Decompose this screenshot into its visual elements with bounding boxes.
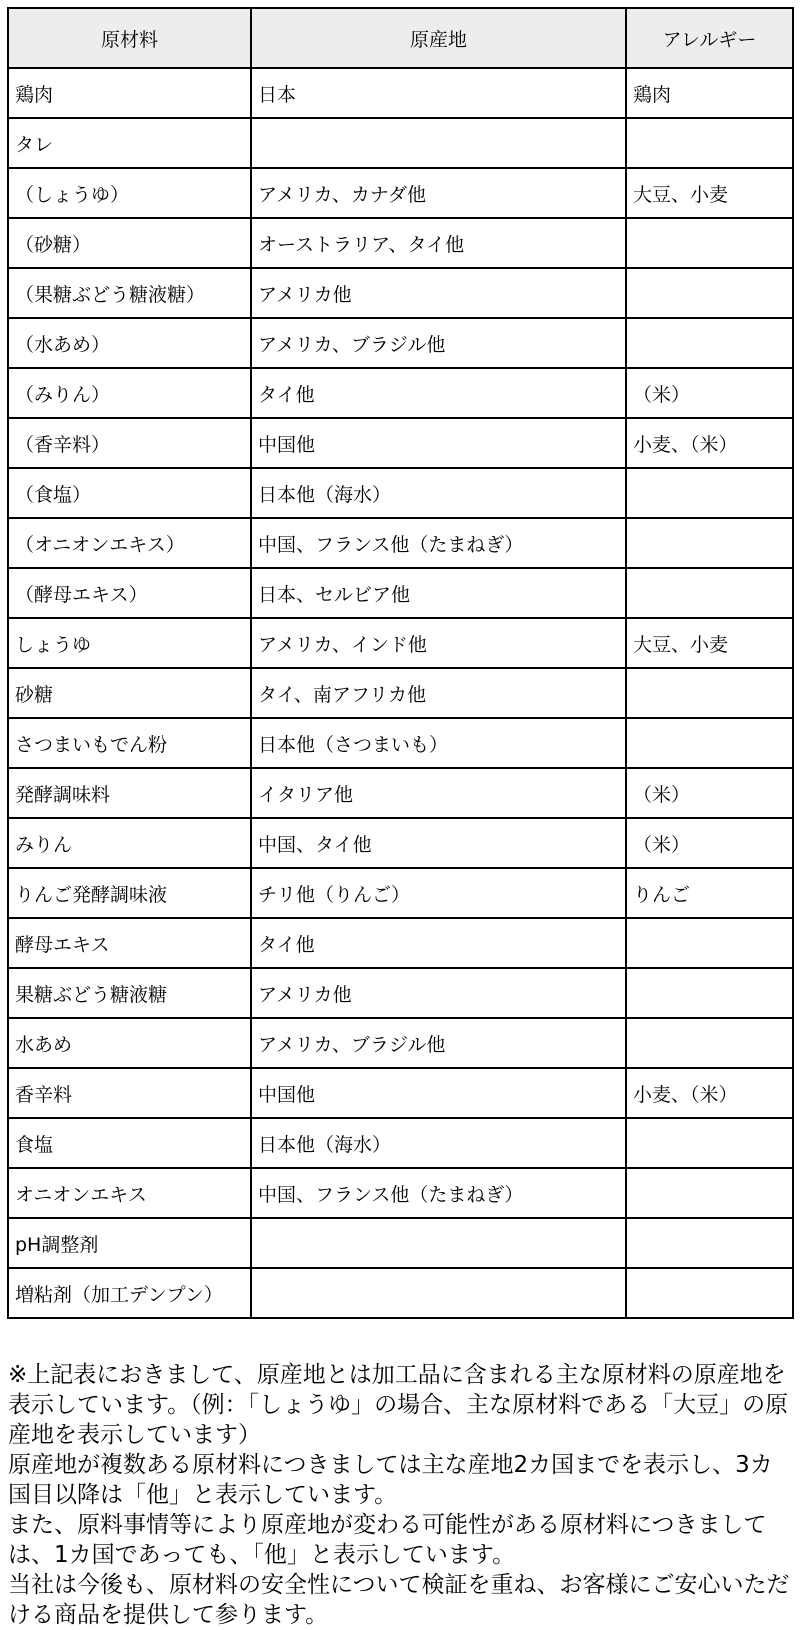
cell-allergy: 鶏肉 xyxy=(626,68,793,118)
cell-allergy xyxy=(626,1218,793,1268)
cell-origin: アメリカ他 xyxy=(251,268,626,318)
ingredients-table xyxy=(7,7,794,1319)
cell-origin: アメリカ、ブラジル他 xyxy=(251,318,626,368)
cell-allergy xyxy=(626,268,793,318)
cell-ingredient: みりん xyxy=(8,818,251,868)
cell-allergy xyxy=(626,1118,793,1168)
cell-allergy xyxy=(626,518,793,568)
note-paragraph: 当社は今後も、原材料の安全性について検証を重ね、お客様にご安心いただける商品を提供して参ります。 xyxy=(8,1572,790,1628)
cell-allergy: 小麦、（米） xyxy=(626,418,793,468)
cell-origin: タイ、南アフリカ他 xyxy=(251,668,626,718)
table-row xyxy=(8,1218,793,1268)
cell-ingredient: 酵母エキス xyxy=(8,918,251,968)
table-header-row xyxy=(8,8,793,68)
table-row xyxy=(8,1168,793,1218)
table-row xyxy=(8,1018,793,1068)
cell-ingredient: （香辛料） xyxy=(8,418,251,468)
table-row xyxy=(8,268,793,318)
cell-ingredient: 水あめ xyxy=(8,1018,251,1068)
table-row xyxy=(8,668,793,718)
header-origin: 原産地 xyxy=(251,8,626,68)
cell-origin: 日本他（さつまいも） xyxy=(251,718,626,768)
table-row xyxy=(8,468,793,518)
table-body xyxy=(8,68,793,1318)
cell-ingredient: 香辛料 xyxy=(8,1068,251,1118)
cell-origin: イタリア他 xyxy=(251,768,626,818)
cell-allergy xyxy=(626,1018,793,1068)
cell-allergy xyxy=(626,718,793,768)
note-paragraph: また、原料事情等により原産地が変わる可能性がある原材料につきましては、1カ国であっても、「他」と表示しています。 xyxy=(8,1512,767,1568)
cell-allergy: 大豆、小麦 xyxy=(626,618,793,668)
cell-ingredient: （しょうゆ） xyxy=(8,168,251,218)
cell-allergy xyxy=(626,468,793,518)
cell-allergy: 大豆、小麦 xyxy=(626,168,793,218)
table-row xyxy=(8,68,793,118)
cell-ingredient: しょうゆ xyxy=(8,618,251,668)
cell-origin: 日本 xyxy=(251,68,626,118)
table-row xyxy=(8,518,793,568)
table-row xyxy=(8,568,793,618)
cell-origin: 中国、タイ他 xyxy=(251,818,626,868)
table-row xyxy=(8,768,793,818)
cell-ingredient: 発酵調味料 xyxy=(8,768,251,818)
cell-origin: 中国、フランス他（たまねぎ） xyxy=(251,1168,626,1218)
table-row xyxy=(8,418,793,468)
cell-allergy xyxy=(626,1168,793,1218)
table-row xyxy=(8,368,793,418)
cell-ingredient: さつまいもでん粉 xyxy=(8,718,251,768)
table-row xyxy=(8,968,793,1018)
cell-ingredient: （砂糖） xyxy=(8,218,251,268)
table-row xyxy=(8,868,793,918)
cell-ingredient: （オニオンエキス） xyxy=(8,518,251,568)
cell-ingredient: 鶏肉 xyxy=(8,68,251,118)
cell-ingredient: （みりん） xyxy=(8,368,251,418)
table-row xyxy=(8,618,793,668)
table-row xyxy=(8,318,793,368)
header-allergy: アレルギー xyxy=(626,8,793,68)
cell-allergy: （米） xyxy=(626,768,793,818)
cell-origin: アメリカ、ブラジル他 xyxy=(251,1018,626,1068)
cell-origin xyxy=(251,1218,626,1268)
cell-allergy xyxy=(626,1268,793,1318)
table-row xyxy=(8,818,793,868)
cell-ingredient: （酵母エキス） xyxy=(8,568,251,618)
cell-allergy xyxy=(626,968,793,1018)
cell-origin: タイ他 xyxy=(251,918,626,968)
table-row xyxy=(8,1268,793,1318)
cell-origin: アメリカ、カナダ他 xyxy=(251,168,626,218)
table-row xyxy=(8,718,793,768)
table-row xyxy=(8,118,793,168)
cell-origin: 中国、フランス他（たまねぎ） xyxy=(251,518,626,568)
cell-ingredient: 増粘剤（加工デンプン） xyxy=(8,1268,251,1318)
cell-allergy xyxy=(626,668,793,718)
cell-origin: 中国他 xyxy=(251,418,626,468)
cell-origin: 日本他（海水） xyxy=(251,468,626,518)
table-row xyxy=(8,218,793,268)
cell-ingredient: （水あめ） xyxy=(8,318,251,368)
notes-section xyxy=(8,1360,792,1630)
table-row xyxy=(8,1118,793,1168)
cell-allergy xyxy=(626,218,793,268)
cell-ingredient: （食塩） xyxy=(8,468,251,518)
cell-origin: 中国他 xyxy=(251,1068,626,1118)
cell-origin: アメリカ他 xyxy=(251,968,626,1018)
note-paragraph: ※上記表におきまして、原産地とは加工品に含まれる主な原材料の原産地を表示しています。（例：「しょうゆ」の場合、主な原材料である「大豆」の原産地を表示しています） xyxy=(8,1362,789,1448)
table-row xyxy=(8,1068,793,1118)
header-ingredient: 原材料 xyxy=(8,8,251,68)
cell-allergy: （米） xyxy=(626,818,793,868)
cell-ingredient: pH調整剤 xyxy=(8,1218,251,1268)
cell-origin xyxy=(251,1268,626,1318)
cell-ingredient: タレ xyxy=(8,118,251,168)
cell-allergy: （米） xyxy=(626,368,793,418)
cell-origin: チリ他（りんご） xyxy=(251,868,626,918)
cell-allergy xyxy=(626,118,793,168)
cell-allergy: りんご xyxy=(626,868,793,918)
table-row xyxy=(8,918,793,968)
cell-allergy xyxy=(626,318,793,368)
cell-origin: 日本他（海水） xyxy=(251,1118,626,1168)
cell-allergy: 小麦、（米） xyxy=(626,1068,793,1118)
cell-ingredient: 果糖ぶどう糖液糖 xyxy=(8,968,251,1018)
cell-origin: オーストラリア、タイ他 xyxy=(251,218,626,268)
note-paragraph: 原産地が複数ある原材料につきましては主な産地2カ国までを表示し、3カ国目以降は「他」と表示しています。 xyxy=(8,1452,773,1508)
cell-ingredient: （果糖ぶどう糖液糖） xyxy=(8,268,251,318)
cell-origin xyxy=(251,118,626,168)
cell-origin: アメリカ、インド他 xyxy=(251,618,626,668)
cell-origin: 日本、セルビア他 xyxy=(251,568,626,618)
cell-ingredient: オニオンエキス xyxy=(8,1168,251,1218)
cell-allergy xyxy=(626,918,793,968)
cell-ingredient: 食塩 xyxy=(8,1118,251,1168)
cell-ingredient: りんご発酵調味液 xyxy=(8,868,251,918)
cell-ingredient: 砂糖 xyxy=(8,668,251,718)
cell-origin: タイ他 xyxy=(251,368,626,418)
cell-allergy xyxy=(626,568,793,618)
table-row xyxy=(8,168,793,218)
